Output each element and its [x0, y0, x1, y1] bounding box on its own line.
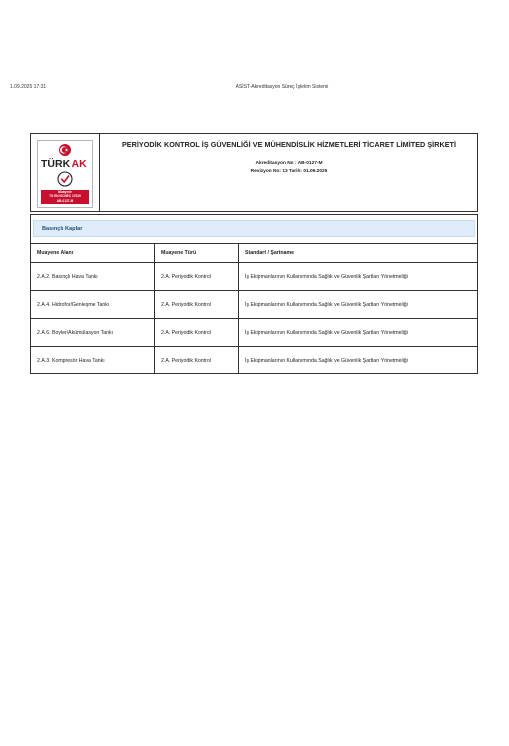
- cell-area: 2.A.3. Kompresör Hava Tankı: [31, 347, 155, 375]
- print-system-title: ASİST-Akreditasyon Süreç İşletim Sistemi: [235, 84, 329, 90]
- table-row: [31, 291, 477, 319]
- turkak-emblem-icon: [38, 141, 92, 191]
- revision-info: Revizyon No: 13 Tarih: 01.09.2025: [250, 169, 328, 174]
- logo-cell: [31, 134, 100, 211]
- column-header-type: Muayene Türü: [155, 244, 239, 263]
- section-header: [33, 220, 475, 237]
- scope-table: [31, 243, 477, 374]
- cell-standard: İş Ekipmanlarının Kullanımında Sağlık ve Güvenlik Şartları Yönetmeliği: [239, 319, 478, 347]
- header-box: [30, 133, 478, 212]
- column-header-area: Muayene Alanı: [31, 244, 155, 263]
- table-header-row: [31, 244, 477, 263]
- cell-standard: İş Ekipmanlarının Kullanımında Sağlık ve Güvenlik Şartları Yönetmeliği: [239, 263, 478, 291]
- print-header: [0, 84, 509, 94]
- cell-area: 2.A.4. Hidrofor/Genleşme Tankı: [31, 291, 155, 319]
- table-row: [31, 347, 477, 375]
- cell-type: 2.A. Periyodik Kontrol: [155, 291, 239, 319]
- print-datetime: 1.09.2025 17:31: [10, 84, 47, 90]
- cell-standard: İş Ekipmanlarının Kullanımında Sağlık ve Güvenlik Şartları Yönetmeliği: [239, 347, 478, 375]
- cell-type: 2.A. Periyodik Kontrol: [155, 263, 239, 291]
- scope-box: [30, 214, 478, 374]
- svg-text:TÜRK: TÜRK: [41, 158, 71, 170]
- cell-area: 2.A.2. Basınçlı Hava Tankı: [31, 263, 155, 291]
- turkak-logo: [37, 140, 93, 208]
- section-title: Basınçlı Kaplar: [42, 226, 83, 232]
- table-row: [31, 263, 477, 291]
- logo-accreditation-band: Muayene TS EN ISO/IEC 17020 AB-0127-M: [41, 190, 89, 204]
- cell-area: 2.A.6. Boyler/Akümülasyon Tankı: [31, 319, 155, 347]
- table-row: [31, 319, 477, 347]
- cell-type: 2.A. Periyodik Kontrol: [155, 319, 239, 347]
- svg-text:AK: AK: [71, 158, 87, 170]
- accreditation-number: Akreditasyon No : AB-0127-M: [255, 161, 323, 166]
- company-title: PERİYODİK KONTROL İŞ GÜVENLİĞİ VE MÜHENDİSLİK HİZMETLERİ TİCARET LİMİTED ŞİRKETİ: [121, 140, 457, 149]
- cell-standard: İş Ekipmanlarının Kullanımında Sağlık ve Güvenlik Şartları Yönetmeliği: [239, 291, 478, 319]
- column-header-standard: Standart / Şartname: [239, 244, 478, 263]
- cell-type: 2.A. Periyodik Kontrol: [155, 347, 239, 375]
